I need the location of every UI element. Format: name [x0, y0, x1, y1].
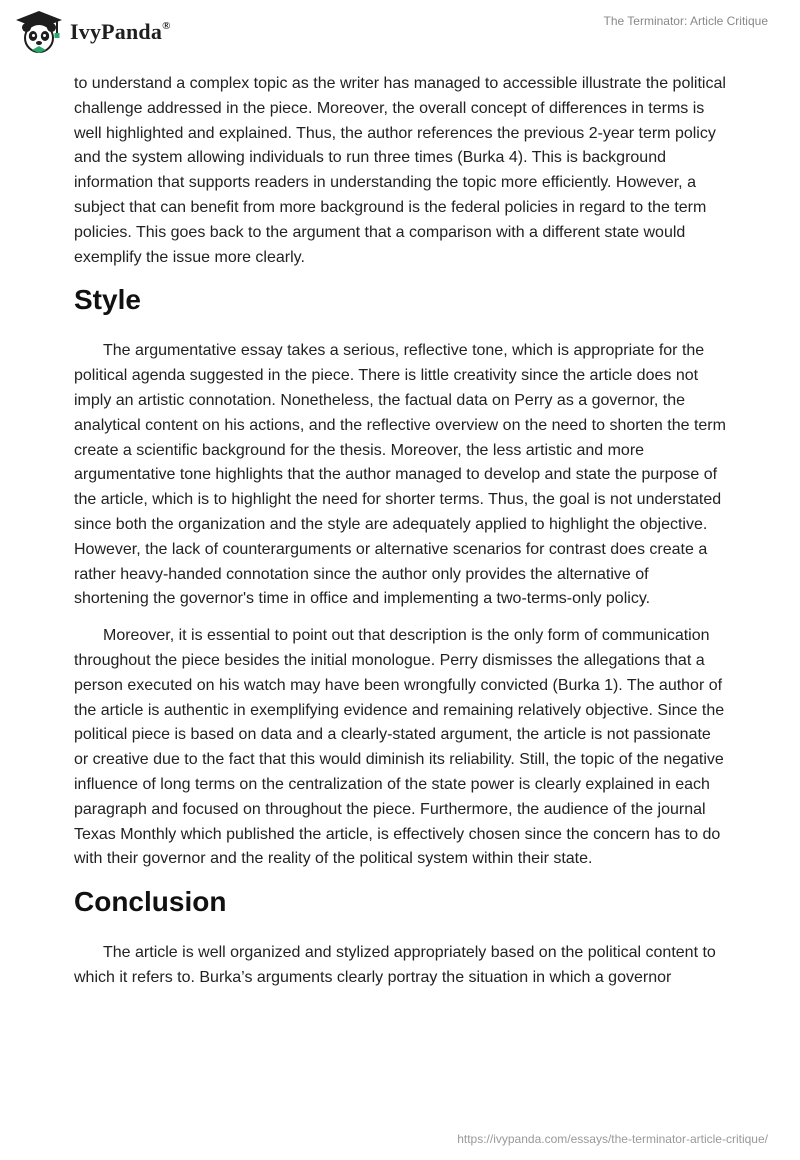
brand-text: IvyPanda: [70, 19, 163, 44]
page-header: [0, 0, 800, 64]
paragraph-continued: to understand a complex topic as the writer has managed to accessible illustrate the political challenge addressed in the piece. Moreover, the overall concept of differences in terms is well highlighted and explained. Thus, the author references the previous 2-year term policy and the system allowing individuals to run three times (Burka 4). This is background information that supports readers in understanding the topic more efficiently. However, a subject that can benefit from more background is the federal policies in regard to the term policies. This goes back to the argument that a comparison with a different state would exemplify the issue more clearly.: [74, 75, 726, 266]
heading-conclusion: Conclusion: [74, 886, 227, 918]
ivypanda-logo[interactable]: [14, 8, 171, 56]
brand-name: [70, 19, 171, 45]
article-body: [74, 72, 726, 1003]
style-paragraph-1: The argumentative essay takes a serious, reflective tone, which is appropriate for the political agenda suggested in the piece. There is little creativity since the article does not imply an artistic connotation. Nonetheless, the factual data on Perry as a governor, the analytical content on his actions, and the reflective overview on the need to shorten the term create a scientific background for the thesis. Moreover, the less artistic and more argumentative tone highlights that the author managed to develop and state the purpose of the article, which is to highlight the need for shorter terms. Thus, the goal is not understated since both the organization and the style are adequately applied to highlight the objective. However, the lack of counterarguments or alternative scenarios for contrast does create a rather heavy-handed connotation since the author only provides the alternative of shortening the governor's time in office and implementing a two-terms-only policy.: [74, 342, 726, 608]
source-url-link[interactable]: https://ivypanda.com/essays/the-terminator-article-critique/: [457, 1132, 768, 1146]
document-title: The Terminator: Article Critique: [603, 14, 768, 28]
registered-mark: ®: [162, 19, 171, 32]
conclusion-paragraph-1: The article is well organized and stylized appropriately based on the political content to which it refers to. Burka’s arguments clearly portray the situation in which a governor: [74, 944, 716, 986]
panda-graduation-cap-icon: [14, 10, 64, 54]
heading-style: Style: [74, 284, 141, 316]
style-paragraph-2: Moreover, it is essential to point out that description is the only form of communication throughout the piece besides the initial monologue. Perry dismisses the allegations that a person executed on his watch may have been wrongfully convicted (Burka 1). The author of the article is authentic in exemplifying evidence and remaining relatively objective. Since the political piece is based on data and a clearly-stated argument, the article is not passionate or creative due to the fact that this would diminish its reliability. Still, the topic of the negative influence of long terms on the centralization of the state power is clearly explained in each paragraph and focused on throughout the piece. Furthermore, the audience of the journal Texas Monthly which published the article, is effectively chosen since the concern has to do with their governor and the reality of the political system within their state.: [74, 627, 725, 868]
